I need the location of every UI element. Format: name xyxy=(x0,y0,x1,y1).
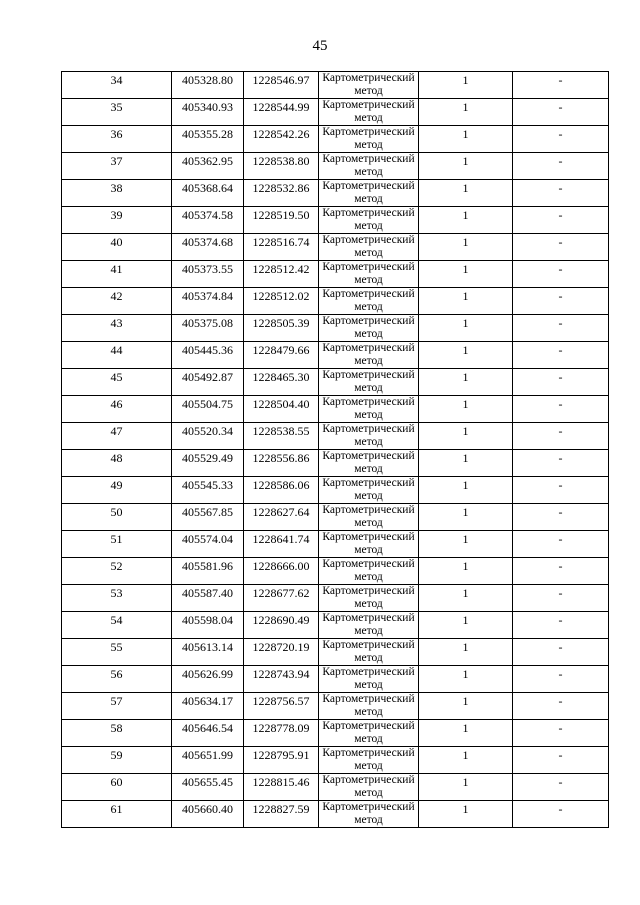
accuracy-cell: 1 xyxy=(419,504,513,531)
accuracy-cell: 1 xyxy=(419,693,513,720)
y-coordinate-cell: 1228743.94 xyxy=(244,666,319,693)
description-cell: - xyxy=(513,585,609,612)
accuracy-cell: 1 xyxy=(419,531,513,558)
description-cell: - xyxy=(513,612,609,639)
table-row xyxy=(62,153,609,180)
method-cell xyxy=(319,558,419,585)
x-coordinate-cell: 405529.49 xyxy=(172,450,244,477)
coordinates-table-body xyxy=(62,72,609,828)
table-row xyxy=(62,450,609,477)
table-row xyxy=(62,585,609,612)
method-text: Картометрический метод xyxy=(322,450,415,475)
description-cell: - xyxy=(513,396,609,423)
table-row xyxy=(62,126,609,153)
method-text: Картометрический метод xyxy=(322,693,415,718)
table-row xyxy=(62,504,609,531)
y-coordinate-cell: 1228538.55 xyxy=(244,423,319,450)
method-cell xyxy=(319,423,419,450)
description-cell: - xyxy=(513,423,609,450)
x-coordinate-cell: 405355.28 xyxy=(172,126,244,153)
accuracy-cell: 1 xyxy=(419,747,513,774)
accuracy-cell: 1 xyxy=(419,423,513,450)
table-row xyxy=(62,207,609,234)
point-number-cell: 50 xyxy=(62,504,172,531)
page-number: 45 xyxy=(312,38,328,54)
table-row xyxy=(62,612,609,639)
table-row xyxy=(62,477,609,504)
point-number-cell: 45 xyxy=(62,369,172,396)
method-cell xyxy=(319,99,419,126)
y-coordinate-cell: 1228504.40 xyxy=(244,396,319,423)
x-coordinate-cell: 405328.80 xyxy=(172,72,244,99)
description-cell: - xyxy=(513,504,609,531)
point-number-cell: 34 xyxy=(62,72,172,99)
method-cell xyxy=(319,720,419,747)
method-cell xyxy=(319,261,419,288)
accuracy-cell: 1 xyxy=(419,153,513,180)
table-row xyxy=(62,801,609,828)
x-coordinate-cell: 405613.14 xyxy=(172,639,244,666)
point-number-cell: 55 xyxy=(62,639,172,666)
x-coordinate-cell: 405574.04 xyxy=(172,531,244,558)
description-cell: - xyxy=(513,774,609,801)
method-text: Картометрический метод xyxy=(322,720,415,745)
point-number-cell: 37 xyxy=(62,153,172,180)
point-number-cell: 52 xyxy=(62,558,172,585)
point-number-cell: 51 xyxy=(62,531,172,558)
method-cell xyxy=(319,666,419,693)
method-cell xyxy=(319,585,419,612)
point-number-cell: 42 xyxy=(62,288,172,315)
method-text: Картометрический метод xyxy=(322,126,415,151)
y-coordinate-cell: 1228516.74 xyxy=(244,234,319,261)
description-cell: - xyxy=(513,801,609,828)
coordinates-table xyxy=(61,71,609,828)
method-text: Картометрический метод xyxy=(322,639,415,664)
y-coordinate-cell: 1228586.06 xyxy=(244,477,319,504)
x-coordinate-cell: 405373.55 xyxy=(172,261,244,288)
method-cell xyxy=(319,342,419,369)
accuracy-cell: 1 xyxy=(419,450,513,477)
method-cell xyxy=(319,747,419,774)
method-text: Картометрический метод xyxy=(322,585,415,610)
method-cell xyxy=(319,126,419,153)
method-cell xyxy=(319,612,419,639)
description-cell: - xyxy=(513,207,609,234)
x-coordinate-cell: 405374.68 xyxy=(172,234,244,261)
x-coordinate-cell: 405374.84 xyxy=(172,288,244,315)
point-number-cell: 56 xyxy=(62,666,172,693)
y-coordinate-cell: 1228479.66 xyxy=(244,342,319,369)
method-cell xyxy=(319,639,419,666)
accuracy-cell: 1 xyxy=(419,234,513,261)
description-cell: - xyxy=(513,558,609,585)
description-cell: - xyxy=(513,342,609,369)
method-text: Картометрический метод xyxy=(322,72,415,97)
method-text: Картометрический метод xyxy=(322,801,415,826)
accuracy-cell: 1 xyxy=(419,99,513,126)
x-coordinate-cell: 405375.08 xyxy=(172,315,244,342)
point-number-cell: 36 xyxy=(62,126,172,153)
method-text: Картометрический метод xyxy=(322,342,415,367)
method-text: Картометрический метод xyxy=(322,99,415,124)
x-coordinate-cell: 405655.45 xyxy=(172,774,244,801)
accuracy-cell: 1 xyxy=(419,261,513,288)
description-cell: - xyxy=(513,369,609,396)
method-cell xyxy=(319,369,419,396)
method-cell xyxy=(319,72,419,99)
y-coordinate-cell: 1228512.42 xyxy=(244,261,319,288)
point-number-cell: 40 xyxy=(62,234,172,261)
table-row xyxy=(62,315,609,342)
point-number-cell: 48 xyxy=(62,450,172,477)
y-coordinate-cell: 1228677.62 xyxy=(244,585,319,612)
table-row xyxy=(62,747,609,774)
method-text: Картометрический метод xyxy=(322,369,415,394)
method-cell xyxy=(319,774,419,801)
method-text: Картометрический метод xyxy=(322,234,415,259)
table-row xyxy=(62,423,609,450)
x-coordinate-cell: 405368.64 xyxy=(172,180,244,207)
y-coordinate-cell: 1228532.86 xyxy=(244,180,319,207)
table-row xyxy=(62,693,609,720)
x-coordinate-cell: 405567.85 xyxy=(172,504,244,531)
description-cell: - xyxy=(513,477,609,504)
method-cell xyxy=(319,207,419,234)
method-text: Картометрический метод xyxy=(322,477,415,502)
description-cell: - xyxy=(513,99,609,126)
table-row xyxy=(62,234,609,261)
method-cell xyxy=(319,504,419,531)
accuracy-cell: 1 xyxy=(419,720,513,747)
accuracy-cell: 1 xyxy=(419,612,513,639)
y-coordinate-cell: 1228641.74 xyxy=(244,531,319,558)
point-number-cell: 61 xyxy=(62,801,172,828)
point-number-cell: 54 xyxy=(62,612,172,639)
x-coordinate-cell: 405445.36 xyxy=(172,342,244,369)
accuracy-cell: 1 xyxy=(419,801,513,828)
description-cell: - xyxy=(513,261,609,288)
y-coordinate-cell: 1228519.50 xyxy=(244,207,319,234)
point-number-cell: 46 xyxy=(62,396,172,423)
description-cell: - xyxy=(513,531,609,558)
y-coordinate-cell: 1228666.00 xyxy=(244,558,319,585)
method-text: Картометрический метод xyxy=(322,531,415,556)
method-text: Картометрический метод xyxy=(322,288,415,313)
method-cell xyxy=(319,531,419,558)
accuracy-cell: 1 xyxy=(419,288,513,315)
accuracy-cell: 1 xyxy=(419,558,513,585)
table-row xyxy=(62,288,609,315)
accuracy-cell: 1 xyxy=(419,315,513,342)
table-row xyxy=(62,180,609,207)
y-coordinate-cell: 1228815.46 xyxy=(244,774,319,801)
accuracy-cell: 1 xyxy=(419,369,513,396)
x-coordinate-cell: 405340.93 xyxy=(172,99,244,126)
method-cell xyxy=(319,396,419,423)
description-cell: - xyxy=(513,234,609,261)
method-text: Картометрический метод xyxy=(322,180,415,205)
point-number-cell: 49 xyxy=(62,477,172,504)
point-number-cell: 58 xyxy=(62,720,172,747)
description-cell: - xyxy=(513,450,609,477)
method-text: Картометрический метод xyxy=(322,207,415,232)
method-cell xyxy=(319,180,419,207)
table-row xyxy=(62,342,609,369)
description-cell: - xyxy=(513,288,609,315)
y-coordinate-cell: 1228512.02 xyxy=(244,288,319,315)
table-row xyxy=(62,531,609,558)
description-cell: - xyxy=(513,720,609,747)
table-row xyxy=(62,558,609,585)
y-coordinate-cell: 1228505.39 xyxy=(244,315,319,342)
method-text: Картометрический метод xyxy=(322,504,415,529)
accuracy-cell: 1 xyxy=(419,126,513,153)
method-cell xyxy=(319,693,419,720)
y-coordinate-cell: 1228756.57 xyxy=(244,693,319,720)
x-coordinate-cell: 405660.40 xyxy=(172,801,244,828)
table-row xyxy=(62,666,609,693)
table-row xyxy=(62,639,609,666)
point-number-cell: 57 xyxy=(62,693,172,720)
method-cell xyxy=(319,234,419,261)
x-coordinate-cell: 405545.33 xyxy=(172,477,244,504)
description-cell: - xyxy=(513,666,609,693)
y-coordinate-cell: 1228556.86 xyxy=(244,450,319,477)
method-text: Картометрический метод xyxy=(322,558,415,583)
y-coordinate-cell: 1228627.64 xyxy=(244,504,319,531)
method-text: Картометрический метод xyxy=(322,612,415,637)
point-number-cell: 38 xyxy=(62,180,172,207)
method-text: Картометрический метод xyxy=(322,666,415,691)
table-row xyxy=(62,396,609,423)
table-row xyxy=(62,720,609,747)
x-coordinate-cell: 405651.99 xyxy=(172,747,244,774)
accuracy-cell: 1 xyxy=(419,72,513,99)
method-text: Картометрический метод xyxy=(322,774,415,799)
point-number-cell: 35 xyxy=(62,99,172,126)
point-number-cell: 44 xyxy=(62,342,172,369)
point-number-cell: 53 xyxy=(62,585,172,612)
point-number-cell: 41 xyxy=(62,261,172,288)
y-coordinate-cell: 1228720.19 xyxy=(244,639,319,666)
method-cell xyxy=(319,315,419,342)
point-number-cell: 47 xyxy=(62,423,172,450)
x-coordinate-cell: 405504.75 xyxy=(172,396,244,423)
table-row xyxy=(62,774,609,801)
x-coordinate-cell: 405520.34 xyxy=(172,423,244,450)
accuracy-cell: 1 xyxy=(419,639,513,666)
accuracy-cell: 1 xyxy=(419,774,513,801)
method-cell xyxy=(319,288,419,315)
x-coordinate-cell: 405362.95 xyxy=(172,153,244,180)
y-coordinate-cell: 1228542.26 xyxy=(244,126,319,153)
accuracy-cell: 1 xyxy=(419,342,513,369)
y-coordinate-cell: 1228795.91 xyxy=(244,747,319,774)
x-coordinate-cell: 405492.87 xyxy=(172,369,244,396)
y-coordinate-cell: 1228778.09 xyxy=(244,720,319,747)
accuracy-cell: 1 xyxy=(419,396,513,423)
description-cell: - xyxy=(513,693,609,720)
description-cell: - xyxy=(513,153,609,180)
x-coordinate-cell: 405598.04 xyxy=(172,612,244,639)
method-text: Картометрический метод xyxy=(322,747,415,772)
table-row xyxy=(62,99,609,126)
method-text: Картометрический метод xyxy=(322,396,415,421)
table-row xyxy=(62,261,609,288)
method-cell xyxy=(319,801,419,828)
description-cell: - xyxy=(513,126,609,153)
accuracy-cell: 1 xyxy=(419,585,513,612)
description-cell: - xyxy=(513,180,609,207)
method-text: Картометрический метод xyxy=(322,423,415,448)
x-coordinate-cell: 405646.54 xyxy=(172,720,244,747)
method-cell xyxy=(319,153,419,180)
method-cell xyxy=(319,450,419,477)
description-cell: - xyxy=(513,72,609,99)
x-coordinate-cell: 405634.17 xyxy=(172,693,244,720)
x-coordinate-cell: 405374.58 xyxy=(172,207,244,234)
method-text: Картометрический метод xyxy=(322,153,415,178)
point-number-cell: 43 xyxy=(62,315,172,342)
y-coordinate-cell: 1228544.99 xyxy=(244,99,319,126)
y-coordinate-cell: 1228827.59 xyxy=(244,801,319,828)
method-cell xyxy=(319,477,419,504)
point-number-cell: 39 xyxy=(62,207,172,234)
accuracy-cell: 1 xyxy=(419,666,513,693)
method-text: Картометрический метод xyxy=(322,261,415,286)
point-number-cell: 60 xyxy=(62,774,172,801)
accuracy-cell: 1 xyxy=(419,477,513,504)
x-coordinate-cell: 405587.40 xyxy=(172,585,244,612)
table-row xyxy=(62,72,609,99)
description-cell: - xyxy=(513,315,609,342)
y-coordinate-cell: 1228690.49 xyxy=(244,612,319,639)
table-row xyxy=(62,369,609,396)
y-coordinate-cell: 1228538.80 xyxy=(244,153,319,180)
description-cell: - xyxy=(513,639,609,666)
point-number-cell: 59 xyxy=(62,747,172,774)
y-coordinate-cell: 1228465.30 xyxy=(244,369,319,396)
x-coordinate-cell: 405626.99 xyxy=(172,666,244,693)
y-coordinate-cell: 1228546.97 xyxy=(244,72,319,99)
accuracy-cell: 1 xyxy=(419,207,513,234)
description-cell: - xyxy=(513,747,609,774)
accuracy-cell: 1 xyxy=(419,180,513,207)
x-coordinate-cell: 405581.96 xyxy=(172,558,244,585)
method-text: Картометрический метод xyxy=(322,315,415,340)
